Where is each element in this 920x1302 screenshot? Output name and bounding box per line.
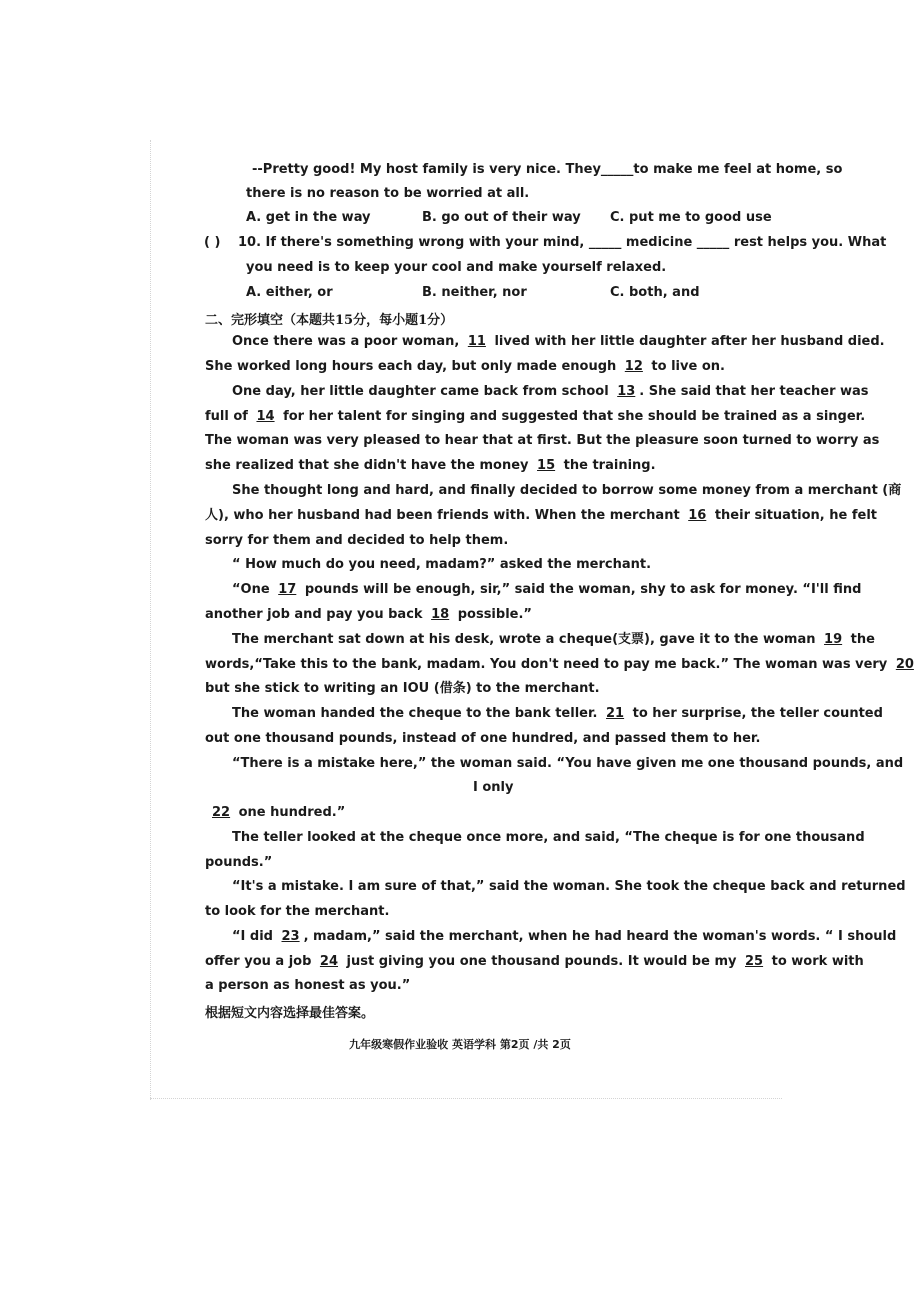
- blank-24: 24: [319, 954, 339, 969]
- blank-17: 17: [278, 582, 297, 597]
- passage-text: “One: [232, 582, 275, 597]
- passage-line: [205, 657, 918, 673]
- passage-text: The woman handed the cheque to the bank teller.: [232, 706, 603, 721]
- passage-text: for her talent for singing and suggested that she should be trained as a singer.: [278, 409, 866, 424]
- q9-option-c: C. put me to good use: [610, 210, 772, 225]
- blank-20: 20: [895, 657, 914, 672]
- q10-stem-line1: 10. If there's something wrong with your mind, _____ medicine _____ rest helps you. What: [238, 235, 887, 250]
- q9-stem-line2: there is no reason to be worried at all.: [246, 186, 530, 201]
- passage-text: The merchant sat down at his desk, wrote a cheque(支票), gave it to the woman: [232, 632, 821, 647]
- passage-line: “It's a mistake. I am sure of that,” said the woman. She took the cheque back and returned: [232, 879, 906, 894]
- passage-line: [232, 582, 861, 598]
- passage-line: [232, 929, 896, 945]
- passage-line: sorry for them and decided to help them.: [205, 533, 509, 548]
- passage-line: [205, 508, 877, 524]
- passage-line: out one thousand pounds, instead of one hundred, and passed them to her.: [205, 731, 761, 746]
- passage-line: [232, 632, 875, 648]
- passage-text: . She said that her teacher was: [639, 384, 869, 399]
- page-border-left: [150, 140, 151, 1100]
- passage-text: their situation, he felt: [710, 508, 877, 523]
- passage-line: but she stick to writing an IOU (借条) to the merchant.: [205, 681, 600, 696]
- passage-text: to live on.: [646, 359, 725, 374]
- q10-answer-paren: ( ): [204, 235, 221, 250]
- passage-text: just giving you one thousand pounds. It would be my: [342, 954, 741, 969]
- passage-line: a person as honest as you.”: [205, 978, 411, 993]
- passage-line: to look for the merchant.: [205, 904, 390, 919]
- blank-23: 23: [281, 929, 300, 944]
- passage-line: [205, 409, 865, 425]
- passage-line: [232, 706, 883, 722]
- passage-text: lived with her little daughter after her husband died.: [489, 334, 885, 349]
- q10-option-c: C. both, and: [610, 285, 700, 300]
- q10-stem-line2: you need is to keep your cool and make yourself relaxed.: [246, 260, 667, 275]
- passage-line: pounds.”: [205, 855, 273, 870]
- passage-text: words,“Take this to the bank, madam. You don't need to pay me back.” The woman was very: [205, 657, 892, 672]
- blank-19: 19: [824, 632, 843, 647]
- passage-text: Once there was a poor woman,: [232, 334, 464, 349]
- blank-22: 22: [212, 805, 231, 820]
- passage-text: another job and pay you back: [205, 607, 428, 622]
- blank-18: 18: [431, 607, 450, 622]
- q9-stem-line1: --Pretty good! My host family is very nice. They_____to make me feel at home, so: [252, 162, 843, 177]
- passage-line: “There is a mistake here,” the woman said. “You have given me one thousand pounds, and: [232, 756, 904, 771]
- passage-line: [205, 359, 725, 375]
- blank-14: 14: [256, 409, 275, 424]
- passage-text: to her surprise, the teller counted: [628, 706, 883, 721]
- passage-line: The woman was very pleased to hear that at first. But the pleasure soon turned to worry as: [205, 433, 880, 448]
- blank-15: 15: [537, 458, 556, 473]
- section-heading: 二、完形填空（本题共15分，每小题1分）: [205, 313, 454, 328]
- instruction-text: 根据短文内容选择最佳答案。: [205, 1006, 375, 1021]
- passage-text: the: [846, 632, 875, 647]
- passage-text: one hundred.”: [234, 805, 346, 820]
- page-footer: 九年级寒假作业验收 英语学科 第2页 /共 2页: [349, 1038, 571, 1051]
- passage-text: full of: [205, 409, 253, 424]
- q9-option-b: B. go out of their way: [422, 210, 581, 225]
- q10-option-a: A. either, or: [246, 285, 333, 300]
- q10-option-b: B. neither, nor: [422, 285, 527, 300]
- blank-25: 25: [745, 954, 764, 969]
- blank-16: 16: [688, 508, 707, 523]
- passage-line: She thought long and hard, and finally decided to borrow some money from a merchant (商: [232, 483, 902, 498]
- passage-text: , madam,” said the merchant, when he had heard the woman's words. “ I should: [303, 929, 897, 944]
- passage-line: I only: [473, 780, 514, 795]
- passage-line: The teller looked at the cheque once more, and said, “The cheque is for one thousand: [232, 830, 865, 845]
- passage-line: [205, 954, 864, 970]
- passage-text: to work with: [767, 954, 864, 969]
- blank-21: 21: [606, 706, 625, 721]
- page-border-bottom: [150, 1098, 782, 1099]
- passage-line: [205, 607, 532, 623]
- blank-11: 11: [467, 334, 486, 349]
- passage-text: she realized that she didn't have the money: [205, 458, 534, 473]
- q9-option-a: A. get in the way: [246, 210, 371, 225]
- passage-line: [208, 805, 345, 821]
- blank-13: 13: [617, 384, 636, 399]
- passage-text: pounds will be enough, sir,” said the woman, shy to ask for money. “I'll find: [300, 582, 862, 597]
- blank-12: 12: [624, 359, 643, 374]
- passage-text: the training.: [559, 458, 656, 473]
- passage-line: [232, 334, 885, 350]
- passage-text: One day, her little daughter came back from school: [232, 384, 614, 399]
- passage-text: She worked long hours each day, but only made enough: [205, 359, 621, 374]
- passage-text: “I did: [232, 929, 278, 944]
- passage-text: possible.”: [453, 607, 532, 622]
- passage-line: [232, 384, 869, 400]
- passage-text: 人), who her husband had been friends with. When the merchant: [205, 508, 685, 523]
- passage-line: [205, 458, 656, 474]
- passage-text: offer you a job: [205, 954, 316, 969]
- passage-line: “ How much do you need, madam?” asked the merchant.: [232, 557, 652, 572]
